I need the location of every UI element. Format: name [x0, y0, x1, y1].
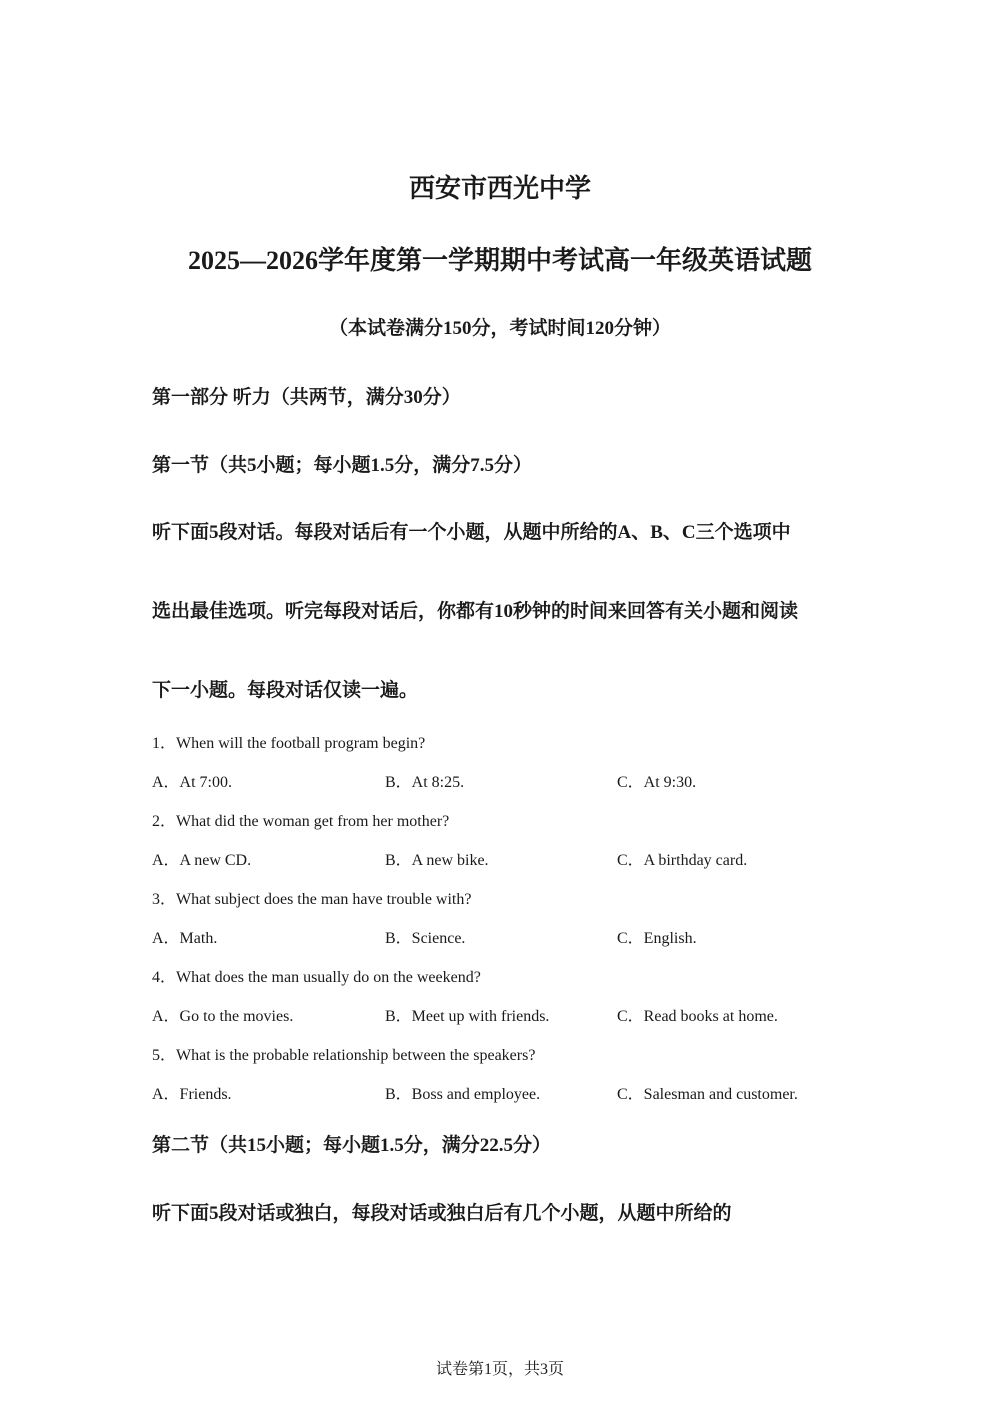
question-1-option-b: B．At 8:25. — [385, 774, 465, 791]
question-2-option-a: A．A new CD. — [152, 852, 252, 869]
section1-instruction-line: 选出最佳选项。听完每段对话后，你都有10秒钟的时间来回答有关小题和阅读 — [152, 601, 799, 622]
page-footer: 试卷第1页，共3页 — [435, 1361, 564, 1378]
question-3-option-b: B．Science. — [385, 930, 466, 947]
question-2-option-b: B．A new bike. — [385, 852, 489, 869]
section2-heading: 第二节（共15小题；每小题1.5分，满分22.5分） — [152, 1135, 552, 1156]
exam-title: 2025—2026学年度第一学期期中考试高一年级英语试题 — [187, 246, 812, 275]
section1-instruction-line: 听下面5段对话。每段对话后有一个小题，从题中所给的A、B、C三个选项中 — [152, 522, 791, 543]
question-4-option-a: A．Go to the movies. — [152, 1008, 294, 1025]
question-2: 2．What did the woman get from her mother? — [152, 813, 450, 830]
school-name: 西安市西光中学 — [408, 174, 591, 203]
section2-instruction-line: 听下面5段对话或独白，每段对话或独白后有几个小题，从题中所给的 — [152, 1203, 732, 1224]
section1-instruction-line: 下一小题。每段对话仅读一遍。 — [152, 680, 419, 701]
question-5-option-a: A．Friends. — [152, 1086, 232, 1103]
question-4-option-c: C．Read books at home. — [617, 1008, 778, 1025]
part1-heading: 第一部分 听力（共两节，满分30分） — [152, 387, 461, 408]
section1-heading: 第一节（共5小题；每小题1.5分，满分7.5分） — [152, 455, 533, 476]
question-2-option-c: C．A birthday card. — [617, 852, 748, 869]
question-1-option-a: A．At 7:00. — [152, 774, 233, 791]
question-1: 1．When will the football program begin? — [152, 735, 426, 752]
question-1-option-c: C．At 9:30. — [617, 774, 697, 791]
question-5: 5．What is the probable relationship between the speakers? — [152, 1047, 536, 1064]
question-5-option-b: B．Boss and employee. — [385, 1086, 541, 1103]
question-4: 4．What does the man usually do on the weekend? — [152, 969, 481, 986]
question-5-option-c: C．Salesman and customer. — [617, 1086, 798, 1103]
question-3: 3．What subject does the man have trouble with? — [152, 891, 472, 908]
question-3-option-c: C．English. — [617, 930, 697, 947]
question-3-option-a: A．Math. — [152, 930, 218, 947]
question-4-option-b: B．Meet up with friends. — [385, 1008, 550, 1025]
exam-info: （本试卷满分150分，考试时间120分钟） — [328, 318, 671, 339]
